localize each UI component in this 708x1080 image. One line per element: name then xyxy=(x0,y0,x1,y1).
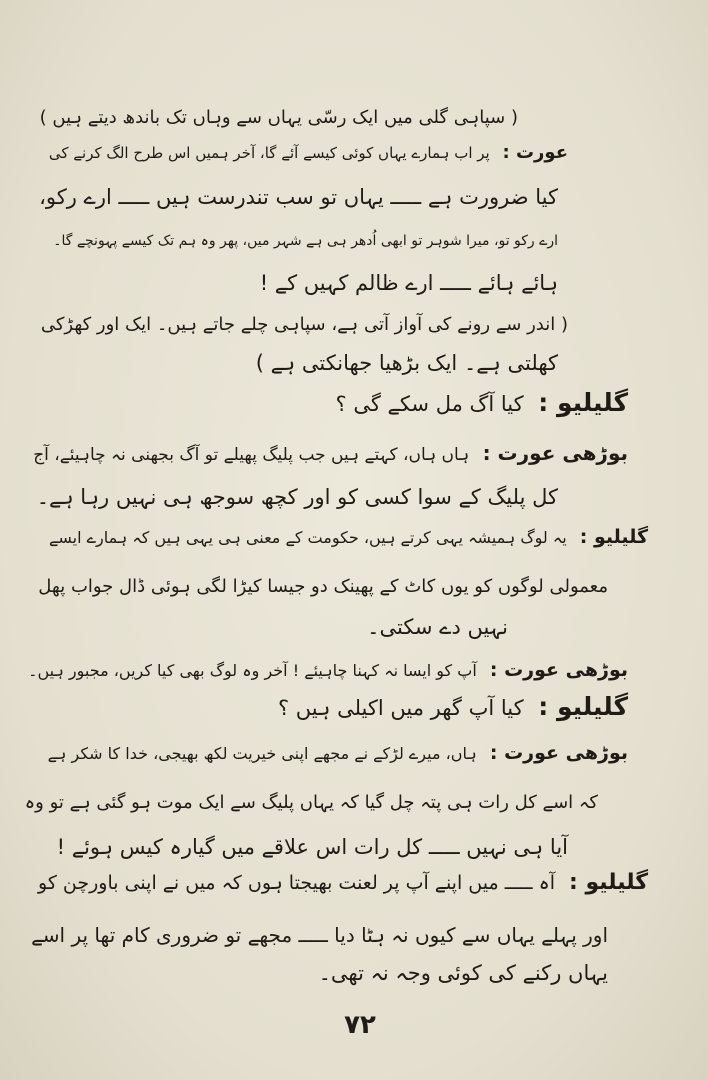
speaker-name: گلیلیو : xyxy=(569,870,648,895)
dialogue-line xyxy=(49,522,648,553)
speaker-name: عورت : xyxy=(502,142,568,163)
line-text: ( اندر سے رونے کی آواز آتی ہے، سپاہی چلے جاتے ہیں۔ ایک اور کھڑکی xyxy=(40,314,568,335)
line-text: ( سپاہی گلی میں ایک رسّی یہاں سے وہاں تک باندھ دیتے ہیں ) xyxy=(39,107,518,128)
line-text: ہاں، میرے لڑکے نے مجھے اپنی خیریت لکھ بھیجی، خدا کا شکر ہے xyxy=(47,744,477,763)
stage-direction xyxy=(41,310,568,340)
page-number: ۷۲ xyxy=(344,1010,376,1040)
line-text: آیا ہی نہیں ـــــ کل رات اس علاقے میں گیارہ کیس ہوئے ! xyxy=(56,835,568,859)
speaker-name: گلیلیو : xyxy=(538,388,628,417)
line-text: کیا آپ گھر میں اکیلی ہیں ؟ xyxy=(277,696,524,720)
dialogue-line xyxy=(31,920,608,950)
speaker-name: بوڑھی عورت : xyxy=(489,659,628,681)
line-text: نہیں دے سکتی۔ xyxy=(367,615,508,639)
line-text: کیا آگ مل سکے گی ؟ xyxy=(335,392,524,416)
dialogue-line xyxy=(53,226,558,256)
line-text: ہائے ہائے ـــــ ارے ظالم کہیں کے ! xyxy=(259,271,558,295)
line-text: یہ لوگ ہمیشہ یہی کرتے ہیں، حکومت کے معنی ہی یہی ہیں کہ ہمارے ایسے xyxy=(49,528,567,547)
dialogue-line xyxy=(28,655,628,686)
line-text: آہ ـــــ میں اپنے آپ پر لعنت بھیجتا ہوں کہ میں نے اپنی باورچن کو xyxy=(38,872,555,894)
line-text: آپ کو ایسا نہ کہنا چاہیئے ! آخر وہ لوگ بھی کیا کریں، مجبور ہیں۔ xyxy=(28,661,477,680)
dialogue-line xyxy=(37,482,558,512)
line-text: کیا ضرورت ہے ـــــ یہاں تو سب تندرست ہیں ـــــ ارے رکو، xyxy=(39,185,558,209)
line-text: کل پلیگ کے سوا کسی کو اور کچھ سوجھ ہی نہیں رہا ہے۔ xyxy=(36,485,558,509)
line-text: ہاں ہاں، کہتے ہیں جب پلیگ پھیلے تو آگ بجھنی نہ چاہیئے، آج xyxy=(33,445,470,465)
line-text: پر اب ہمارے یہاں کوئی کیسے آئے گا، آخر ہمیں اس طرح الگ کرنے کی xyxy=(48,144,490,162)
speaker-name: بوڑھی عورت : xyxy=(482,441,628,465)
dialogue-line xyxy=(319,958,608,988)
dialogue-line xyxy=(49,138,568,168)
speaker-name: بوڑھی عورت : xyxy=(489,742,628,764)
dialogue-line xyxy=(57,832,568,862)
dialogue-line xyxy=(48,738,628,769)
dialogue-line xyxy=(33,438,628,470)
line-text: یہاں رکنے کی کوئی وجہ نہ تھی۔ xyxy=(318,961,608,985)
line-text: کھلتی ہے۔ ایک بڑھیا جھانکتی ہے ) xyxy=(255,351,558,375)
line-text: ارے رکو تو، میرا شوہر تو ابھی اُدھر ہی ہے شہر میں، پھر وہ ہم تک کیسے پہونچے گا۔ xyxy=(53,233,558,249)
dialogue-line xyxy=(39,182,558,212)
dialogue-line xyxy=(278,692,628,723)
speaker-name: گلیلیو : xyxy=(538,692,628,721)
speaker-name: گلیلیو : xyxy=(579,526,648,548)
dialogue-line xyxy=(367,612,508,642)
dialogue-line xyxy=(336,388,628,419)
line-text: معمولی لوگوں کو یوں کاٹ کے پھینک دو جیسا کیڑا لگی ہوئی ڈال جواب پھل xyxy=(38,576,608,597)
stage-direction xyxy=(40,103,518,133)
dialogue-line xyxy=(38,572,608,602)
line-text: کہ اسے کل رات ہی پتہ چل گیا کہ یہاں پلیگ سے ایک موت ہو گئی ہے تو وہ xyxy=(24,792,598,813)
dialogue-line xyxy=(38,868,648,898)
stage-direction xyxy=(256,348,558,378)
dialogue-line xyxy=(25,788,598,818)
dialogue-line xyxy=(260,268,558,298)
line-text: اور پہلے یہاں سے کیوں نہ ہٹا دیا ـــــ مجھے تو ضروری کام تھا پر اسے xyxy=(31,923,608,947)
